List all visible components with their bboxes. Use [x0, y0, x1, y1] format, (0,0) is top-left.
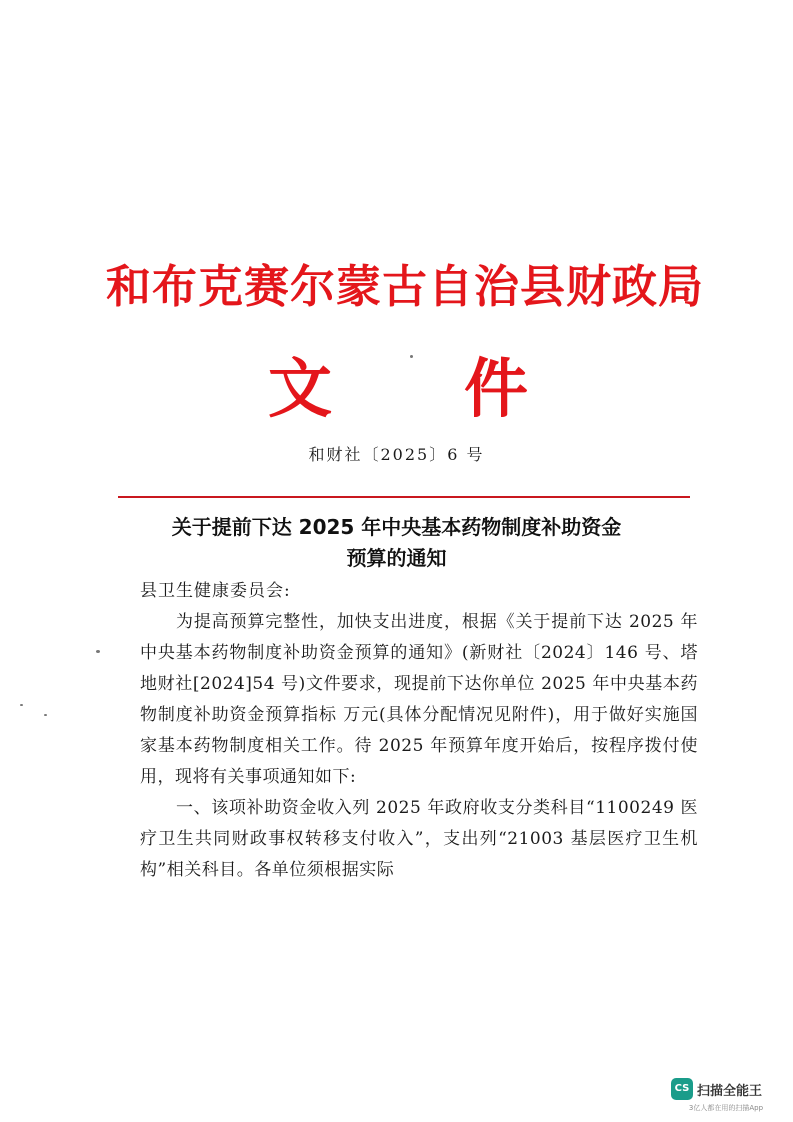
scanner-watermark — [671, 1078, 781, 1112]
notice-title-line-2: 预算的通知 — [346, 546, 447, 570]
salutation: 县卫生健康委员会: — [140, 581, 291, 601]
scan-speck — [410, 355, 413, 358]
document-type-char-1: 文 — [268, 352, 332, 427]
notice-body — [140, 576, 698, 886]
body-paragraph-1: 为提高预算完整性，加快支出进度，根据《关于提前下达 2025 年中央基本药物制度补助资金预算的通知》(新财社〔2024〕146 号、塔地财社[2024]54 号)文件要求，现提前下达你单位 2025 年中央基本药物制度补助资金预算指标 万元(具体分配情况见附件)，用于做好实施国家基本药物制度相关工作。待 2025 年预算年度开始后，按程序拨付使用，现将有关事项通知如下: — [140, 612, 698, 787]
document-type-char-2: 件 — [464, 352, 528, 427]
watermark-tagline: 3亿人都在用的扫描App — [688, 1104, 764, 1112]
scan-speck — [96, 650, 100, 653]
issuing-organization: 和布克赛尔蒙古自治县财政局 — [105, 260, 704, 313]
notice-title-line-1: 关于提前下达 2025 年中央基本药物制度补助资金 — [171, 515, 622, 539]
watermark-app-name: 扫描全能王 — [697, 1084, 763, 1099]
document-number: 和财社〔2025〕6 号 — [308, 445, 485, 464]
camscanner-logo-icon: CS — [671, 1078, 693, 1100]
scan-speck — [44, 714, 47, 716]
scan-speck — [20, 704, 23, 706]
red-separator-line — [118, 496, 690, 498]
body-paragraph-2: 一、该项补助资金收入列 2025 年政府收支分类科目“1100249 医疗卫生共同财政事权转移支付收入”，支出列“21003 基层医疗卫生机构”相关科目。各单位须根据实际 — [140, 798, 698, 880]
document-type-heading — [268, 338, 528, 427]
notice-title — [100, 512, 693, 574]
